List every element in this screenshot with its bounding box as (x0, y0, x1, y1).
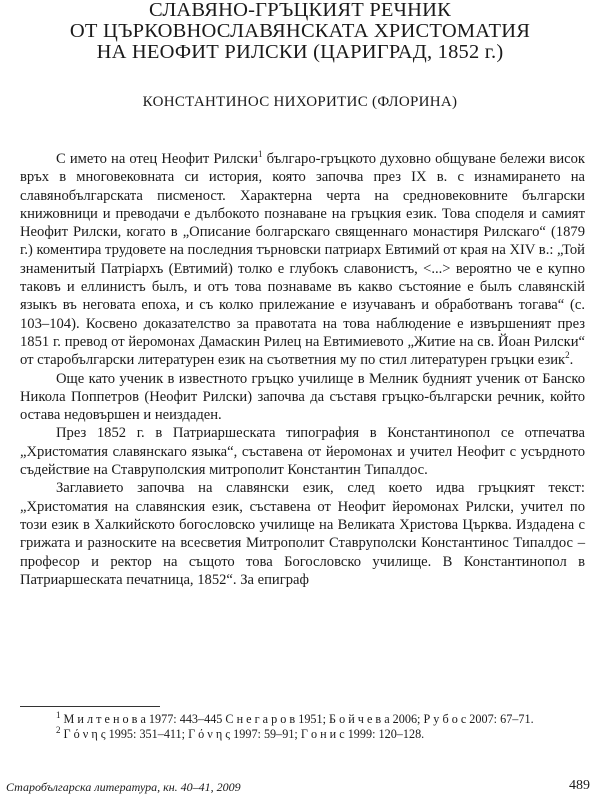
footnote-1-text: М и л т е н о в а 1977: 443–445 С н е г а р о в 1951; Б о й ч е в а 2006; Р у б о с 2007: 67–71. (63, 712, 534, 726)
footnote-1 (20, 709, 585, 727)
page-number: 489 (569, 778, 590, 793)
paragraph-4: Заглавието започва на славянски език, след което идва гръцкият текст: „Христоматия на славянския език, съставена от Неофит йеромонах Рилски, учител по този език в Халкийското богословско училище на Великата Христова Църква. Издадена с грижата и разноските на всесветия Митрополит Ставруполски Константинос Типалдос – професор и ректор на същото това Богословско училище. В Константинопол в Патриаршеската печатница, 1852“. За епиграф (20, 480, 585, 588)
article-body (20, 150, 585, 589)
article-title (20, 0, 580, 63)
title-line-3: НА НЕОФИТ РИЛСКИ (ЦАРИГРАД, 1852 г.) (96, 41, 504, 63)
author-line: КОНСТАНТИНОС НИХОРИТИС (ФЛОРИНА) (142, 94, 458, 110)
journal-footer: Старобългарска литература, кн. 40–41, 2009 (6, 780, 241, 794)
paragraph-1-text-c: . (569, 352, 574, 369)
paragraph-1 (20, 150, 585, 370)
paragraph-2: Още като ученик в известното гръцко училище в Мелник будният ученик от Банско Никола Поппетров (Неофит Рилски) започва да съставя гръцко-български речник, който остава недовършен и неиздаден. (20, 370, 585, 424)
title-line-2: ОТ ЦЪРКОВНОСЛАВЯНСКАТА ХРИСТОМАТИЯ (69, 20, 531, 42)
paragraph-3: През 1852 г. в Патриаршеската типография в Константинопол се отпечатва „Христоматия славянскаго языка“, съставена от йеромонах и учител Неофит с усърдното съдействие на Ставруполския митрополит Константин Типалдос. (20, 425, 585, 479)
footnote-1-number: 1 (56, 709, 61, 720)
footnote-2 (20, 724, 585, 742)
footnote-2-text: Γ ό ν η ς 1995: 351–411; Γ ό ν η ς 1997: 59–91; Г о н и с 1999: 120–128. (63, 727, 425, 741)
footnote-divider (20, 706, 160, 707)
paragraph-1-text-b: българо-гръцкото духовно общуване бележи висок връх в многовековната си история, която започва през IX в. с изнамирането на славянобългарската писменост. Характерна черта на средновековните български книжовници и преводачи е дълбокото познаване на гръцкия език. Това споделя и самият Неофит Рилски, когато в „Описание болгарскаго священнаго монастиря Рилскаго“ (1879 г.) коментира трудовете на последния търновски патриарх Евтимий от края на XIV в.: „Той знаменитый Патріархъ (Евтимий) толко е глубокъ славонистъ, <...> вероятно че е купно таковъ и еллинистъ былъ, и отъ това познаваме въ какво състояние е былъ славянскій языкъ въ неговата епоха, и съ колко прилежание е изучаванъ и обработванъ тогава“ (с. 103–104). Косвено доказателство за правотата на това наблюдение е извършеният през 1851 г. превод от йеромонах Дамаскин Рилец на Евтимиевото „Житие на св. Йоан Рилски“ от старобългарски литературен език на съответния му по стил литературен гръцки език (20, 151, 585, 369)
footnote-2-number: 2 (56, 724, 61, 735)
footnotes (20, 709, 585, 742)
footnote-ref-2[interactable]: 2 (565, 350, 570, 361)
title-line-1: СЛАВЯНО-ГРЪЦКИЯТ РЕЧНИК (148, 0, 452, 21)
footnote-ref-1[interactable]: 1 (258, 149, 263, 160)
paragraph-1-text-a: С името на отец Неофит Рилски (56, 151, 259, 167)
